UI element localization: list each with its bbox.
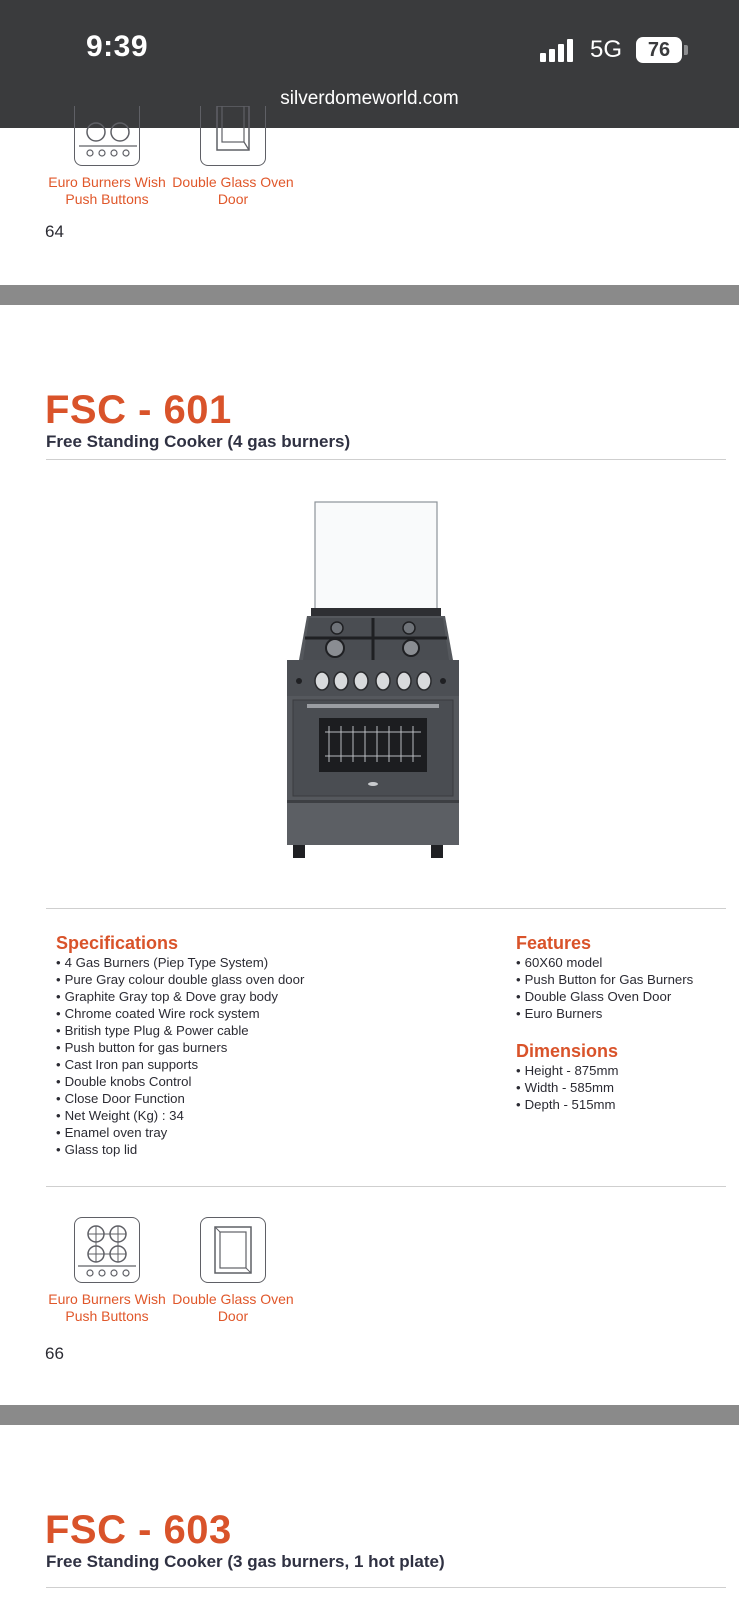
dimension-item: • Height - 875mm — [516, 1062, 618, 1079]
feature-label: Euro Burners Wish Push Buttons — [48, 174, 166, 207]
dimensions-title: Dimensions — [516, 1041, 619, 1061]
spec-item: • Cast Iron pan supports — [56, 1056, 304, 1073]
signal-icon — [540, 38, 578, 62]
title-rule — [46, 459, 726, 460]
clock: 9:39 — [86, 30, 149, 63]
model-title: FSC - 601 — [45, 388, 232, 432]
oven-door-icon — [200, 106, 266, 166]
model-subtitle: Free Standing Cooker (3 gas burners, 1 hot plate) — [46, 1552, 445, 1571]
spec-item: • Push button for gas burners — [56, 1039, 304, 1056]
page-number: 66 — [45, 1344, 64, 1363]
page-number: 64 — [45, 222, 64, 241]
dimension-item: • Depth - 515mm — [516, 1096, 618, 1113]
spec-item: • Net Weight (Kg) : 34 — [56, 1107, 304, 1124]
euro-burners-icon — [74, 106, 140, 166]
spec-item: • British type Plug & Power cable — [56, 1022, 304, 1039]
spec-item: • Close Door Function — [56, 1090, 304, 1107]
feature-label: Double Glass Oven Door — [172, 1291, 294, 1324]
dimensions-list — [516, 1062, 618, 1113]
feature-item: • 60X60 model — [516, 954, 693, 971]
spec-item: • Double knobs Control — [56, 1073, 304, 1090]
spec-item: • Pure Gray colour double glass oven door — [56, 971, 304, 988]
spec-item: • Enamel oven tray — [56, 1124, 304, 1141]
feature-item: • Push Button for Gas Burners — [516, 971, 693, 988]
features-title: Features — [516, 933, 592, 953]
specifications-list — [56, 954, 304, 1158]
page-divider — [0, 285, 739, 305]
spec-item: • Glass top lid — [56, 1141, 304, 1158]
feature-label: Euro Burners Wish Push Buttons — [48, 1291, 166, 1324]
oven-door-icon — [200, 1217, 266, 1283]
title-rule — [46, 1587, 726, 1588]
spec-item: • 4 Gas Burners (Piep Type System) — [56, 954, 304, 971]
spec-item: • Graphite Gray top & Dove gray body — [56, 988, 304, 1005]
feature-item: • Euro Burners — [516, 1005, 693, 1022]
euro-burners-icon — [74, 1217, 140, 1283]
features-list — [516, 954, 693, 1022]
model-subtitle: Free Standing Cooker (4 gas burners) — [46, 432, 351, 451]
dimension-item: • Width - 585mm — [516, 1079, 618, 1096]
specifications-title: Specifications — [56, 933, 179, 953]
spec-item: • Chrome coated Wire rock system — [56, 1005, 304, 1022]
url-bar[interactable]: silverdomeworld.com — [280, 88, 459, 109]
battery-icon: 76 — [636, 37, 682, 63]
feature-item: • Double Glass Oven Door — [516, 988, 693, 1005]
page-divider — [0, 1405, 739, 1425]
network-type: 5G — [590, 36, 623, 63]
image-rule — [46, 908, 726, 909]
specs-rule — [46, 1186, 726, 1187]
cooker-image — [285, 500, 475, 885]
model-title: FSC - 603 — [45, 1508, 232, 1552]
battery-tip — [684, 45, 688, 55]
feature-label: Double Glass Oven Door — [172, 174, 294, 207]
